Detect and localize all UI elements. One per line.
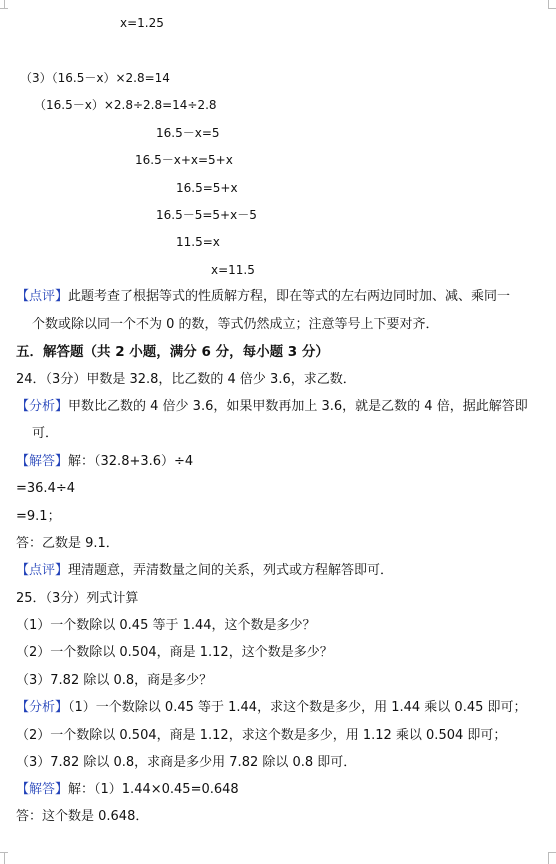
q25-analysis (16, 699, 527, 717)
q25-analysis-item: （3）7.82 除以 0.8，求商是多少用 7.82 除以 0.8 即可． (16, 755, 357, 770)
q25-answer (16, 781, 239, 799)
prev-solution: x=1.25 (120, 16, 164, 30)
q3-step: 16.5=5+x (176, 181, 238, 195)
crop-mark (4, 0, 5, 8)
q3-step: （16.5－x）×2.8÷2.8=14÷2.8 (34, 98, 217, 112)
crop-mark (548, 852, 549, 864)
q3-step: 11.5=x (176, 235, 220, 249)
q25-item: （2）一个数除以 0.504，商是 1.12，这个数是多少？ (16, 645, 333, 660)
q25-stem: 25．（3分）列式计算 (16, 591, 139, 606)
q24-stem: 24．（3分）甲数是 32.8，比乙数的 4 倍少 3.6，求乙数． (16, 372, 356, 387)
crop-mark (0, 852, 8, 853)
comment-text-cont: 个数或除以同一个不为 0 的数，等式仍然成立；注意等号上下要对齐． (32, 317, 439, 332)
q24-conclusion: 答：乙数是 9.1． (16, 536, 119, 551)
answer-tag: 【解答】 (16, 782, 69, 797)
crop-mark (0, 8, 8, 9)
crop-mark (548, 852, 556, 853)
analysis-tag: 【分析】 (16, 700, 69, 715)
q25-conclusion: 答：这个数是 0.648． (16, 809, 149, 824)
analysis-tag: 【分析】 (16, 399, 69, 414)
q25-item: （1）一个数除以 0.45 等于 1.44，这个数是多少？ (16, 618, 316, 633)
answer-step: =36.4÷4 (16, 481, 76, 496)
q3-step: 16.5－5=5+x－5 (156, 208, 257, 222)
q3-step: x=11.5 (211, 263, 255, 277)
comment-tag: 【点评】 (16, 289, 69, 304)
comment-tag: 【点评】 (16, 563, 69, 578)
crop-mark (4, 852, 5, 864)
answer-tag: 【解答】 (16, 454, 69, 469)
crop-mark (548, 0, 549, 8)
q3-step: 16.5－x=5 (156, 126, 220, 140)
q24-comment (16, 562, 393, 580)
comment-text: 理清题意，弄清数量之间的关系，列式或方程解答即可． (68, 563, 394, 578)
q25-analysis-item: （2）一个数除以 0.504，商是 1.12，求这个数是多少，用 1.12 乘以 0.504 即可； (16, 728, 507, 743)
section-heading: 五．解答题（共 2 小题，满分 6 分，每小题 3 分） (16, 344, 329, 360)
answer-text: 解：（1）1.44×0.45=0.648 (68, 782, 239, 797)
crop-mark (548, 8, 556, 9)
analysis-text: （1）一个数除以 0.45 等于 1.44，求这个数是多少，用 1.44 乘以 0.45 即可； (68, 700, 527, 715)
analysis-text: 甲数比乙数的 4 倍少 3.6，如果甲数再加上 3.6，就是乙数的 4 倍，据此解答即 (68, 399, 528, 414)
q25-item: （3）7.82 除以 0.8，商是多少？ (16, 673, 213, 688)
comment-paragraph (16, 288, 510, 306)
q3-equation: （3）（16.5－x）×2.8=14 (20, 71, 170, 85)
analysis-text-cont: 可． (32, 426, 59, 441)
answer-text: 解：（32.8+3.6）÷4 (68, 454, 194, 469)
q24-answer (16, 453, 193, 471)
q24-analysis (16, 398, 528, 416)
q3-step: 16.5－x+x=5+x (135, 153, 233, 167)
comment-text: 此题考查了根据等式的性质解方程，即在等式的左右两边同时加、减、乘同一 (68, 289, 511, 304)
answer-step: =9.1； (16, 509, 61, 524)
